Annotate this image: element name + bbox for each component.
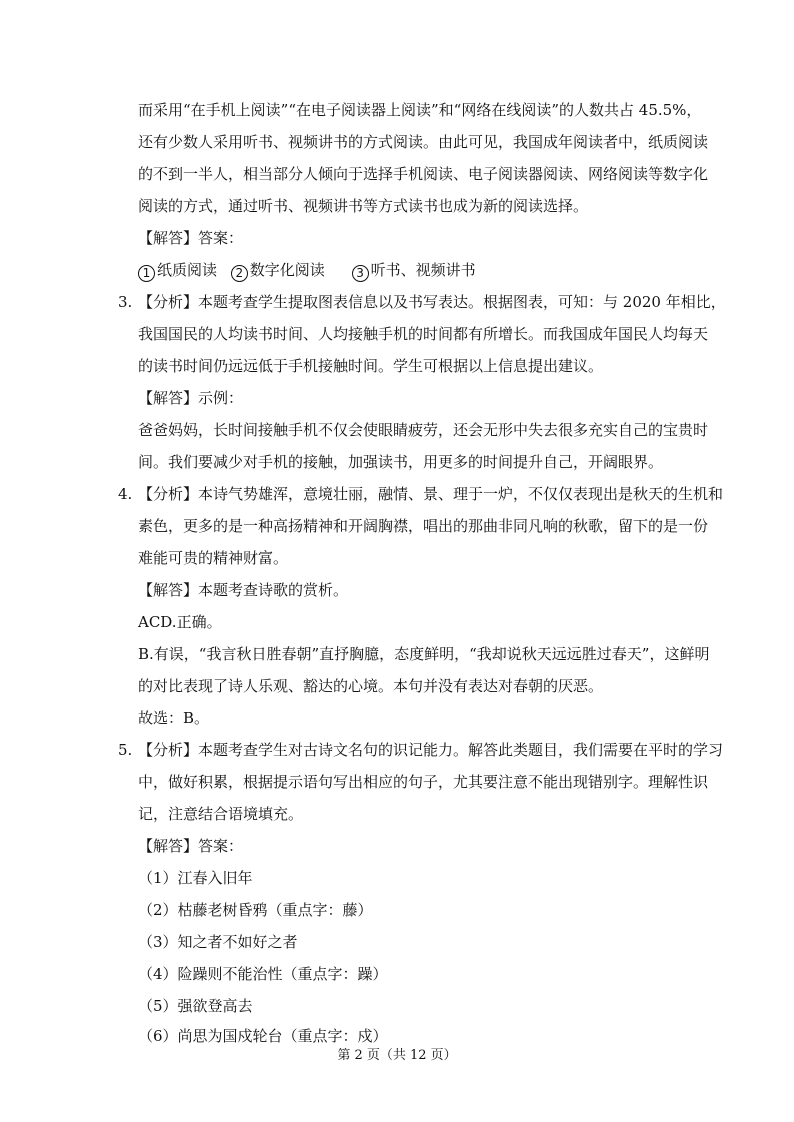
circled-number-icon: 3 — [352, 265, 369, 282]
text-line: 故选：B。 — [138, 709, 210, 727]
text-line: 还有少数人采用听书、视频讲书的方式阅读。由此可见，我国成年阅读者中，纸质阅读 — [138, 133, 709, 151]
text-line: 我国国民的人均读书时间、人均接触手机的时间都有所增长。而我国成年国民人均每天 — [138, 325, 709, 343]
text-line: 【解答】答案： — [138, 837, 244, 855]
text-line: 【分析】本题考查学生提取图表信息以及书写表达。根据图表，可知：与 2020 年相比， — [138, 293, 726, 311]
question-number: 5. — [118, 741, 133, 759]
answer-item: （5）强欲登高去 — [138, 997, 253, 1015]
text-line: 间。我们要减少对手机的接触，加强读书，用更多的时间提升自己，开阔眼界。 — [138, 453, 664, 471]
option-1: 1 纸质阅读 — [138, 260, 226, 282]
text-line: 记，注意结合语境填充。 — [138, 805, 304, 823]
answer-label: 【解答】答案： — [138, 229, 244, 247]
text-line: 的不到一半人，相当部分人倾向于选择手机阅读、电子阅读器阅读、网络阅读等数字化 — [138, 165, 709, 183]
text-line: 中，做好积累，根据提示语句写出相应的句子，尤其要注意不能出现错别字。理解性识 — [138, 773, 709, 791]
text-line: 而采用“在手机上阅读”“在电子阅读器上阅读”和“网络在线阅读”的人数共占 45.5%， — [138, 101, 702, 119]
text-line: 【分析】本诗气势雄浑，意境壮丽，融情、景、理于一炉，不仅仅表现出是秋天的生机和 — [138, 485, 724, 503]
text-line: 【分析】本题考查学生对古诗文名句的识记能力。解答此类题目，我们需要在平时的学习 — [138, 741, 724, 759]
text-line: 爸爸妈妈，长时间接触手机不仅会使眼睛疲劳，还会无形中失去很多充实自己的宝贵时 — [138, 421, 709, 439]
text-line: 【解答】示例： — [138, 389, 244, 407]
text-line: 的读书时间仍远远低于手机接触时间。学生可根据以上信息提出建议。 — [138, 357, 604, 375]
answer-item: （1）江春入旧年 — [138, 869, 253, 887]
answer-item: （4）险躁则不能治性（重点字：躁） — [138, 965, 388, 983]
text-line: ACD.正确。 — [138, 613, 222, 631]
circled-number-icon: 1 — [138, 265, 155, 282]
text-line: B.有误，“我言秋日胜春朝”直抒胸臆，态度鲜明，“我却说秋天远远胜过春天”，这鲜明 — [138, 645, 710, 663]
option-2: 2 数字化阅读 — [231, 260, 347, 282]
page-footer: 第 2 页（共 12 页） — [337, 1048, 457, 1063]
question-number: 4. — [118, 485, 133, 503]
text-line: 素色，更多的是一种高扬精神和开阔胸襟，唱出的那曲非同凡响的秋歌，留下的是一份 — [138, 517, 709, 535]
answer-item: （6）尚思为国戍轮台（重点字：戍） — [138, 1027, 388, 1045]
answer-options — [138, 260, 476, 282]
text-line: 难能可贵的精神财富。 — [138, 549, 289, 567]
option-3: 3 听书、视频讲书 — [352, 260, 476, 282]
answer-item: （2）枯藤老树昏鸦（重点字：藤） — [138, 901, 373, 919]
question-number: 3. — [118, 293, 133, 311]
text-line: 阅读的方式，通过听书、视频讲书等方式读书也成为新的阅读选择。 — [138, 197, 589, 215]
answer-item: （3）知之者不如好之者 — [138, 933, 298, 951]
text-line: 【解答】本题考查诗歌的赏析。 — [138, 581, 349, 599]
text-line: 的对比表现了诗人乐观、豁达的心境。本句并没有表达对春朝的厌恶。 — [138, 677, 604, 695]
circled-number-icon: 2 — [231, 265, 248, 282]
